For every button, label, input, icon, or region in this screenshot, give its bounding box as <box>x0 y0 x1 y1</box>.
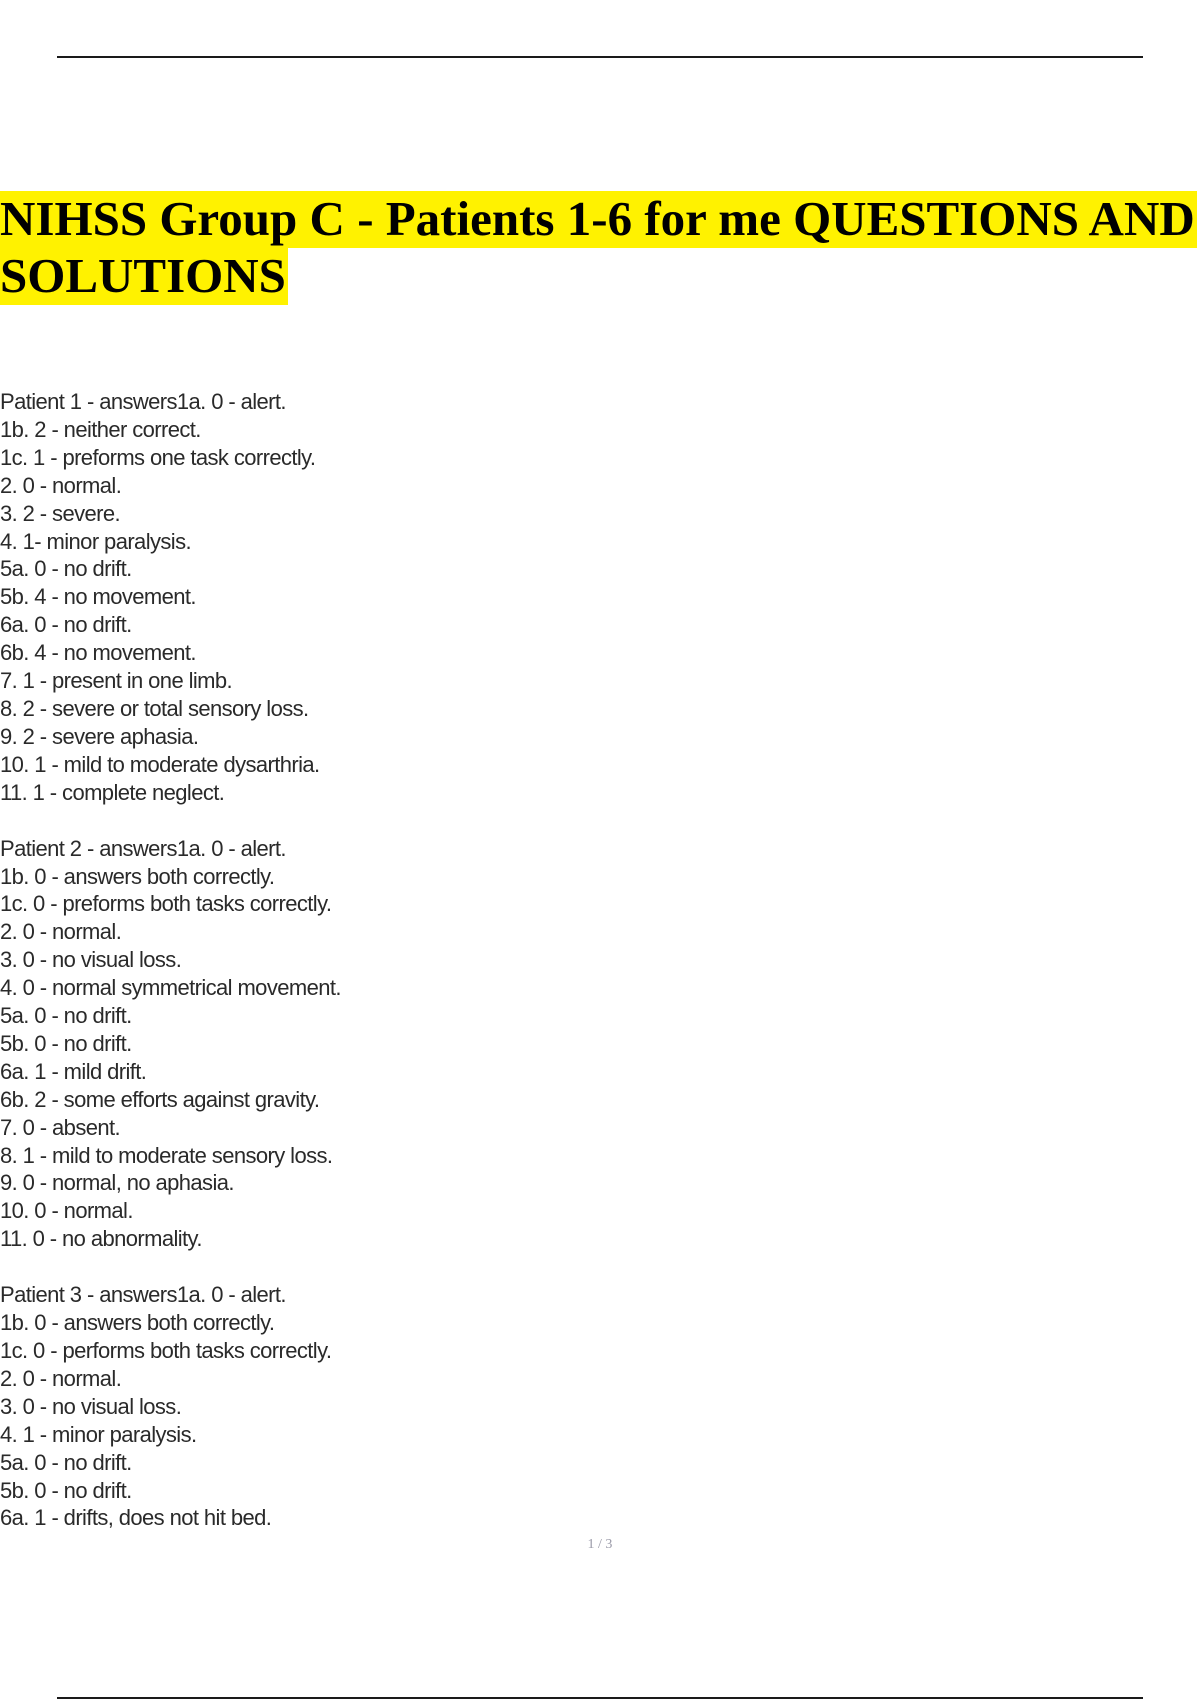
answer-line: 4. 1- minor paralysis. <box>0 528 191 554</box>
patient-block-3 <box>0 1281 900 1532</box>
answer-line: 2. 0 - normal. <box>0 1365 122 1391</box>
answer-line: 5a. 0 - no drift. <box>0 1003 132 1029</box>
answer-line: 4. 0 - normal symmetrical movement. <box>0 975 341 1001</box>
answer-line: 4. 1 - minor paralysis. <box>0 1421 197 1447</box>
answer-line: 8. 2 - severe or total sensory loss. <box>0 695 309 721</box>
answer-line: 11. 0 - no abnormality. <box>0 1226 202 1252</box>
answer-line: 2. 0 - normal. <box>0 919 122 945</box>
answer-line: 8. 1 - mild to moderate sensory loss. <box>0 1142 333 1168</box>
answer-line: 7. 0 - absent. <box>0 1114 121 1140</box>
answer-line: 1c. 1 - preforms one task correctly. <box>0 444 316 470</box>
document-title <box>0 190 1200 304</box>
page-number: 1 / 3 <box>587 1537 613 1552</box>
answer-line: Patient 3 - answers1a. 0 - alert. <box>0 1282 286 1308</box>
footer-rule <box>57 1697 1143 1699</box>
patient-block-1 <box>0 388 900 807</box>
answer-line: 6a. 0 - no drift. <box>0 612 132 638</box>
answer-line: 1c. 0 - preforms both tasks correctly. <box>0 891 332 917</box>
answer-line: Patient 1 - answers1a. 0 - alert. <box>0 389 286 414</box>
answer-line: 1b. 2 - neither correct. <box>0 416 201 442</box>
answer-line: 9. 0 - normal, no aphasia. <box>0 1170 234 1196</box>
answer-line: 5a. 0 - no drift. <box>0 556 132 582</box>
title-highlight: NIHSS Group C - Patients 1-6 for me QUESTIONS AND SOLUTIONS <box>0 191 1195 303</box>
answer-line: 11. 1 - complete neglect. <box>0 779 225 805</box>
answer-line: 7. 1 - present in one limb. <box>0 668 233 694</box>
answer-line: 5a. 0 - no drift. <box>0 1449 132 1475</box>
answer-line: 6b. 2 - some efforts against gravity. <box>0 1086 320 1112</box>
answer-line: 3. 0 - no visual loss. <box>0 1393 182 1419</box>
answer-line: 5b. 0 - no drift. <box>0 1030 132 1056</box>
answer-line: 6a. 1 - mild drift. <box>0 1058 147 1084</box>
answer-line: 10. 0 - normal. <box>0 1198 133 1224</box>
answer-line: 1b. 0 - answers both correctly. <box>0 863 275 889</box>
answer-line: 1b. 0 - answers both correctly. <box>0 1310 275 1336</box>
answer-line: 1c. 0 - performs both tasks correctly. <box>0 1338 332 1363</box>
answer-line: 2. 0 - normal. <box>0 472 122 498</box>
answer-line: 6b. 4 - no movement. <box>0 640 196 666</box>
answer-line: 10. 1 - mild to moderate dysarthria. <box>0 751 320 777</box>
answer-line: 5b. 4 - no movement. <box>0 584 196 610</box>
answer-line: 9. 2 - severe aphasia. <box>0 723 199 749</box>
answer-line: 3. 0 - no visual loss. <box>0 947 182 973</box>
answer-line: 3. 2 - severe. <box>0 500 120 526</box>
patient-block-2 <box>0 835 900 1254</box>
answer-line: 6a. 1 - drifts, does not hit bed. <box>0 1505 272 1531</box>
document-body <box>0 388 900 1560</box>
answer-line: 5b. 0 - no drift. <box>0 1477 132 1503</box>
answer-line: Patient 2 - answers1a. 0 - alert. <box>0 835 286 861</box>
header-rule <box>57 56 1143 58</box>
